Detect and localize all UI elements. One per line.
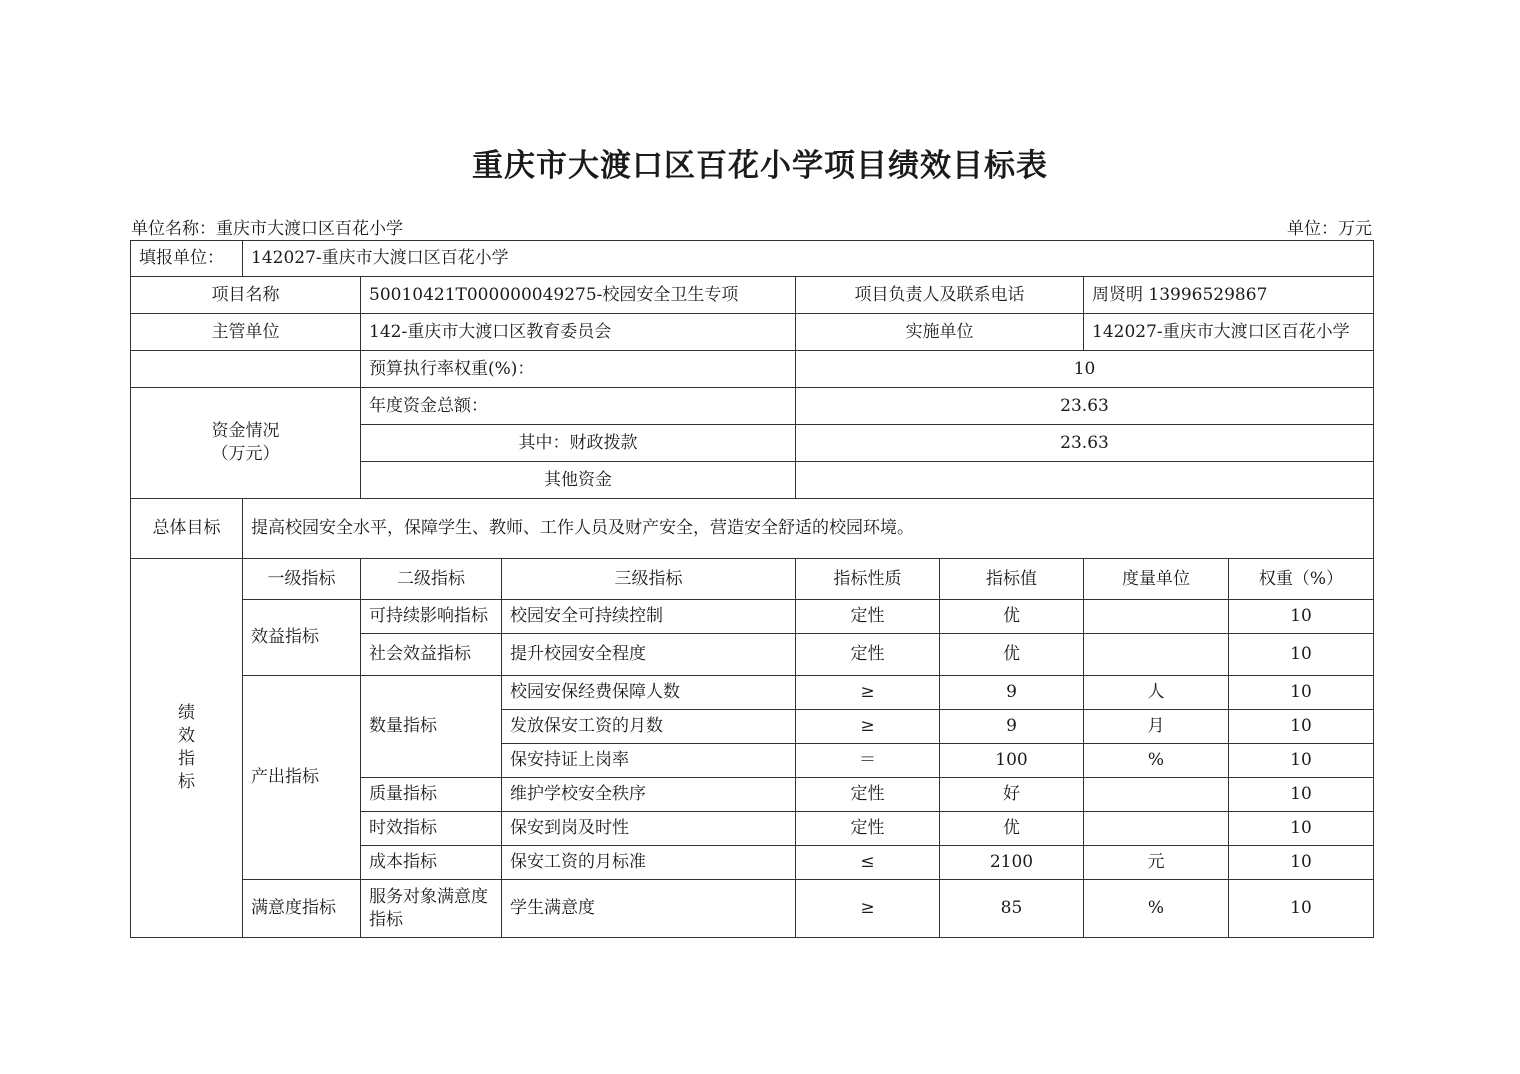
indicator-nature: ＝ — [796, 744, 940, 778]
fill-unit-label: 填报单位： — [131, 241, 243, 277]
indicator-weight: 10 — [1229, 744, 1374, 778]
indicator-nature: ≥ — [796, 880, 940, 938]
column-header-level3: 三级指标 — [502, 559, 796, 600]
budget-weight-spacer — [131, 351, 361, 388]
column-header-weight: 权重（%） — [1229, 559, 1374, 600]
indicator-weight: 10 — [1229, 634, 1374, 676]
annual-total-label: 年度资金总额： — [361, 388, 796, 425]
indicator-unit: 人 — [1084, 676, 1229, 710]
fill-unit-value: 142027-重庆市大渡口区百花小学 — [243, 241, 1374, 277]
budget-weight-label: 预算执行率权重(%)： — [361, 351, 796, 388]
indicator-value: 优 — [940, 812, 1084, 846]
indicator-value: 100 — [940, 744, 1084, 778]
level2-service: 服务对象满意度指标 — [361, 880, 502, 938]
level2-social: 社会效益指标 — [361, 634, 502, 676]
indicator-weight: 10 — [1229, 676, 1374, 710]
indicator-nature: 定性 — [796, 634, 940, 676]
performance-indicator-side-label — [131, 559, 243, 938]
overall-goal-label: 总体目标 — [131, 499, 243, 559]
indicator-weight: 10 — [1229, 778, 1374, 812]
indicator-unit: % — [1084, 880, 1229, 938]
level1-output: 产出指标 — [243, 676, 361, 880]
side-label-char: 指 — [178, 749, 195, 769]
fill-unit-row — [131, 241, 1374, 277]
indicator-weight: 10 — [1229, 846, 1374, 880]
indicator-value: 9 — [940, 676, 1084, 710]
supervisor-label: 主管单位 — [131, 314, 361, 351]
project-name-row — [131, 277, 1374, 314]
performance-table — [130, 240, 1374, 938]
budget-weight-value: 10 — [796, 351, 1374, 388]
funds-label — [131, 388, 361, 499]
level1-satisfaction: 满意度指标 — [243, 880, 361, 938]
table-row — [131, 676, 1374, 710]
indicator-value: 优 — [940, 634, 1084, 676]
level2-sustain: 可持续影响指标 — [361, 600, 502, 634]
column-header-nature: 指标性质 — [796, 559, 940, 600]
column-header-level2: 二级指标 — [361, 559, 502, 600]
indicator-weight: 10 — [1229, 600, 1374, 634]
supervisor-value: 142-重庆市大渡口区教育委员会 — [361, 314, 796, 351]
indicator-unit — [1084, 812, 1229, 846]
indicator-value: 2100 — [940, 846, 1084, 880]
indicator-unit — [1084, 634, 1229, 676]
project-name-label: 项目名称 — [131, 277, 361, 314]
funds-label-line2: （万元） — [211, 444, 280, 464]
indicator-value: 优 — [940, 600, 1084, 634]
level2-cost: 成本指标 — [361, 846, 502, 880]
table-row — [131, 880, 1374, 938]
currency-unit: 单位：万元 — [1287, 219, 1372, 239]
indicator-header-row — [131, 559, 1374, 600]
indicator-weight: 10 — [1229, 710, 1374, 744]
annual-total-value: 23.63 — [796, 388, 1374, 425]
column-header-unit: 度量单位 — [1084, 559, 1229, 600]
indicator-unit: % — [1084, 744, 1229, 778]
overall-goal-value: 提高校园安全水平，保障学生、教师、工作人员及财产安全，营造安全舒适的校园环境。 — [243, 499, 1374, 559]
contact-value: 周贤明 13996529867 — [1084, 277, 1374, 314]
indicator-unit: 元 — [1084, 846, 1229, 880]
indicator-name: 提升校园安全程度 — [502, 634, 796, 676]
contact-label: 项目负责人及联系电话 — [796, 277, 1084, 314]
indicator-name: 校园安全可持续控制 — [502, 600, 796, 634]
side-label-char: 标 — [178, 771, 195, 792]
indicator-nature: ≥ — [796, 676, 940, 710]
budget-weight-row — [131, 351, 1374, 388]
indicator-name: 学生满意度 — [502, 880, 796, 938]
overall-goal-row — [131, 499, 1374, 559]
side-label-char: 效 — [178, 726, 195, 747]
level2-quantity: 数量指标 — [361, 676, 502, 778]
supervisor-row — [131, 314, 1374, 351]
indicator-name: 保安持证上岗率 — [502, 744, 796, 778]
indicator-nature: ≥ — [796, 710, 940, 744]
indicator-value: 好 — [940, 778, 1084, 812]
indicator-unit: 月 — [1084, 710, 1229, 744]
indicator-name: 维护学校安全秩序 — [502, 778, 796, 812]
indicator-unit — [1084, 600, 1229, 634]
indicator-weight: 10 — [1229, 880, 1374, 938]
other-funds-value — [796, 462, 1374, 499]
indicator-value: 85 — [940, 880, 1084, 938]
column-header-value: 指标值 — [940, 559, 1084, 600]
table-row — [131, 600, 1374, 634]
fiscal-value: 23.63 — [796, 425, 1374, 462]
impl-value: 142027-重庆市大渡口区百花小学 — [1084, 314, 1374, 351]
side-label-char: 绩 — [178, 703, 195, 724]
annual-total-row — [131, 388, 1374, 425]
indicator-nature: ≤ — [796, 846, 940, 880]
indicator-nature: 定性 — [796, 778, 940, 812]
indicator-nature: 定性 — [796, 812, 940, 846]
unit-name: 单位名称：重庆市大渡口区百花小学 — [131, 219, 403, 239]
fiscal-label: 其中：财政拨款 — [361, 425, 796, 462]
indicator-name: 发放保安工资的月数 — [502, 710, 796, 744]
indicator-name: 保安到岗及时性 — [502, 812, 796, 846]
level2-quality: 质量指标 — [361, 778, 502, 812]
project-name-value: 50010421T000000049275-校园安全卫生专项 — [361, 277, 796, 314]
indicator-name: 保安工资的月标准 — [502, 846, 796, 880]
impl-label: 实施单位 — [796, 314, 1084, 351]
funds-label-line1: 资金情况 — [211, 421, 280, 442]
column-header-level1: 一级指标 — [243, 559, 361, 600]
level2-timeliness: 时效指标 — [361, 812, 502, 846]
indicator-name: 校园安保经费保障人数 — [502, 676, 796, 710]
indicator-nature: 定性 — [796, 600, 940, 634]
level1-benefit: 效益指标 — [243, 600, 361, 676]
indicator-value: 9 — [940, 710, 1084, 744]
indicator-unit — [1084, 778, 1229, 812]
indicator-weight: 10 — [1229, 812, 1374, 846]
page-title: 重庆市大渡口区百花小学项目绩效目标表 — [472, 148, 1048, 184]
other-funds-label: 其他资金 — [361, 462, 796, 499]
